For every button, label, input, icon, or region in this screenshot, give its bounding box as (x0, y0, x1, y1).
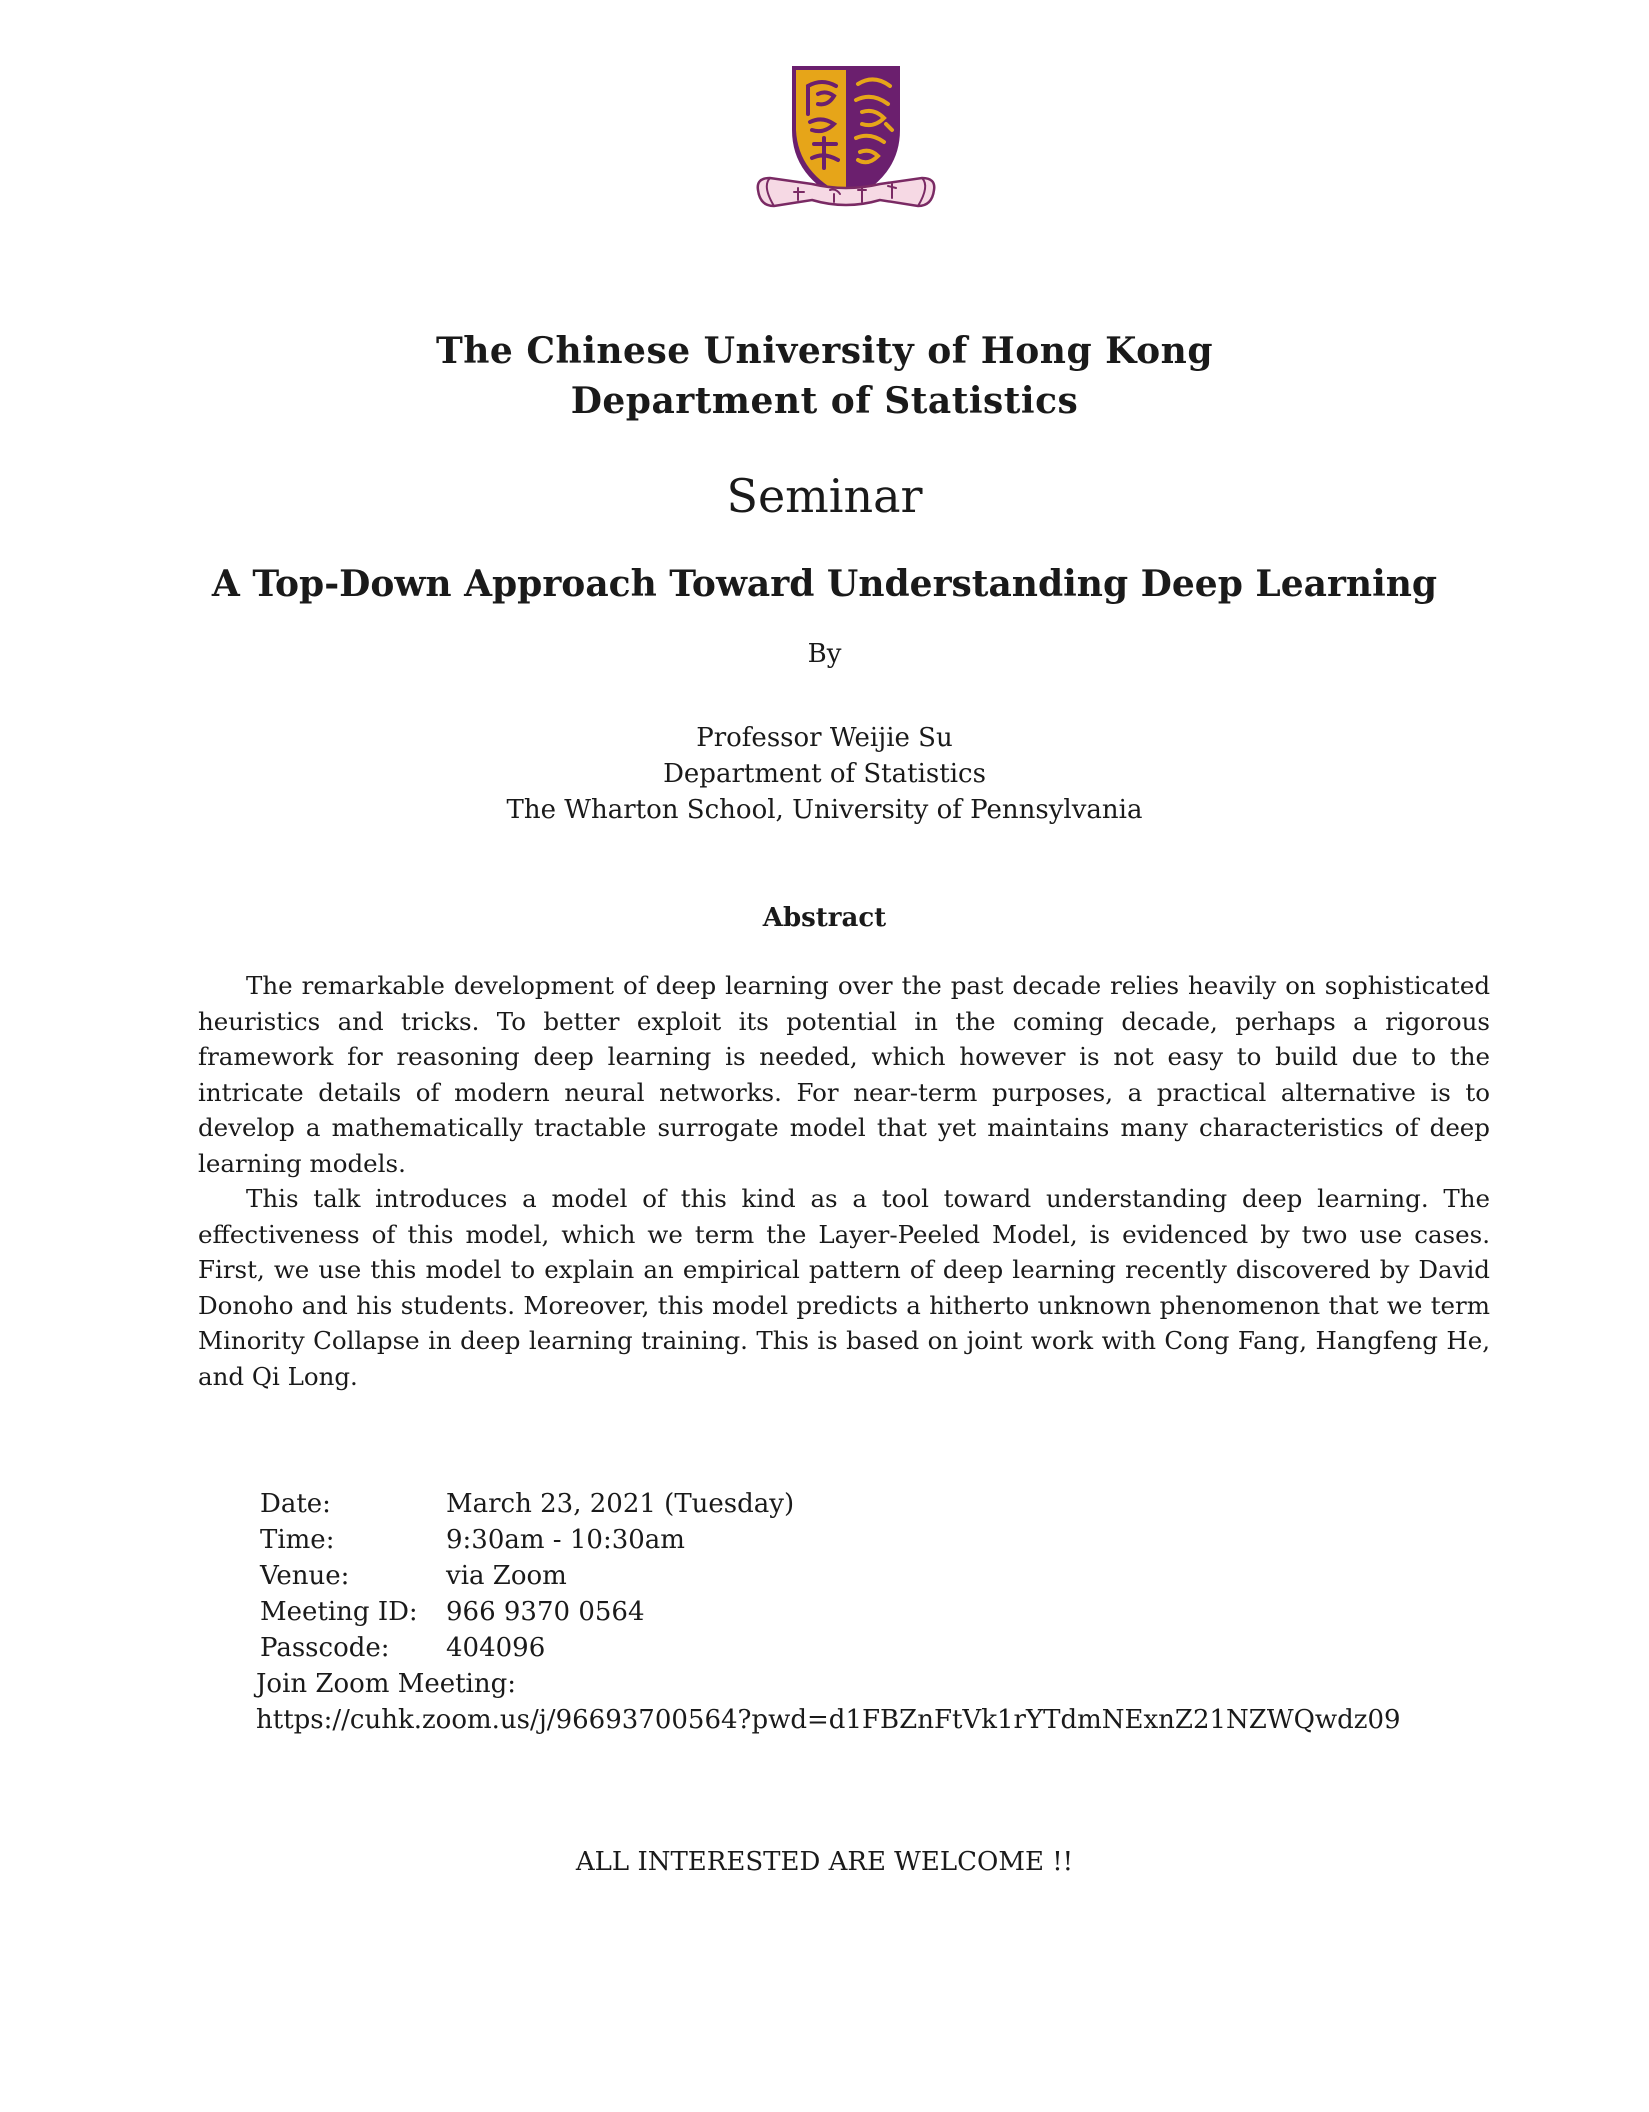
department-name: Department of Statistics (570, 380, 1079, 422)
speaker-affiliation: The Wharton School, University of Pennsylvania (506, 795, 1143, 825)
join-zoom-label: Join Zoom Meeting: (256, 1669, 516, 1699)
date-label: Date: (260, 1489, 331, 1519)
abstract-body (198, 968, 1490, 1394)
university-name: The Chinese University of Hong Kong (435, 330, 1214, 372)
venue-value: via Zoom (446, 1561, 567, 1591)
details-table (260, 1486, 794, 1666)
date-row (260, 1486, 794, 1522)
time-row (260, 1522, 794, 1558)
speaker-name: Professor Weijie Su (696, 723, 953, 753)
abstract-paragraph: This talk introduces a model of this kind as a tool toward understanding deep learning. The effectiveness of this model, which we term the Layer-Peeled Model, is evidenced by two use cases. First, we use this model to explain an empirical pattern of deep learning recently discovered by David Donoho and his students. Moreover, this model predicts a hitherto unknown phenomenon that we term Minority Collapse in deep learning training. This is based on joint work with Cong Fang, Hangfeng He, and Qi Long. (198, 1184, 1490, 1391)
university-heading (0, 326, 1649, 426)
venue-row (260, 1558, 794, 1594)
passcode-label: Passcode: (260, 1633, 390, 1663)
meeting-id-value: 966 9370 0564 (446, 1597, 645, 1627)
zoom-meeting-link[interactable]: https://cuhk.zoom.us/j/96693700564?pwd=d1FBZnFtVk1rYTdmNExnZ21NZWQwdz09 (256, 1705, 1401, 1735)
time-value: 9:30am - 10:30am (446, 1525, 685, 1555)
time-label: Time: (260, 1525, 335, 1555)
meeting-id-row (260, 1594, 794, 1630)
abstract-paragraph: The remarkable development of deep learning over the past decade relies heavily on sophisticated heuristics and tricks. To better exploit its potential in the coming decade, perhaps a rigorous framework for reasoning deep learning is needed, which however is not easy to build due to the intricate details of modern neural networks. For near-term purposes, a practical alternative is to develop a mathematically tractable surrogate model that yet maintains many characteristics of deep learning models. (198, 971, 1490, 1178)
speaker-block (0, 720, 1649, 828)
speaker-department: Department of Statistics (663, 759, 986, 789)
by-label: By (807, 639, 842, 669)
event-type-title: Seminar (726, 469, 923, 523)
welcome-message: ALL INTERESTED ARE WELCOME !! (575, 1847, 1074, 1877)
passcode-row (260, 1630, 794, 1666)
talk-title: A Top-Down Approach Toward Understanding Deep Learning (211, 563, 1438, 605)
event-details (256, 1486, 1401, 1738)
university-crest-logo (752, 60, 940, 220)
passcode-value: 404096 (446, 1633, 546, 1663)
venue-label: Venue: (260, 1561, 350, 1591)
meeting-id-label: Meeting ID: (260, 1597, 418, 1627)
date-value: March 23, 2021 (Tuesday) (446, 1489, 795, 1519)
abstract-heading: Abstract (762, 903, 887, 933)
